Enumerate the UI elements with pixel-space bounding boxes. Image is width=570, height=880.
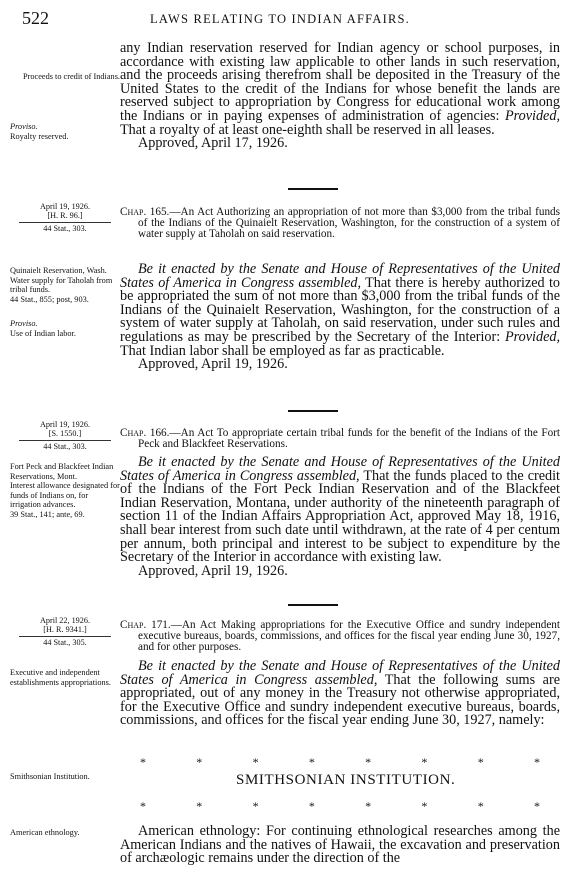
stat-ref: 44 Stat., 855; post, 903.: [10, 294, 89, 304]
royalty-label: Royalty reserved.: [10, 131, 69, 141]
smithsonian-heading: SMITHSONIAN INSTITUTION.: [236, 772, 456, 788]
chap165-body: [120, 263, 560, 372]
section1-text: any Indian reservation reserved for Indian agency or school purposes, in accordance with existing law applicable to other lands in such reservation, and the proceeds arising therefrom shall be deposited in the Treasury of the United States to the credit of the Indians for whose benefit the lands are reserved subject to appropriation by Congress for educational work among the Indians or in paying expenses of administration of agencies: Provided, That a royalty of at least one-eighth shall be reserved in all leases.: [120, 40, 560, 138]
ethnology-body: [120, 825, 560, 866]
chap171-text: Be it enacted by the Senate and House of Representatives of the United States of America in Congress assembled, That the following sums are appropriated, out of any money in the Treasury not otherwise appropriated, for the Executive Office and sundry independent executive bureaus, boards, commissions, and offices for the fiscal year ending June 30, 1927, namely:: [120, 658, 560, 729]
chap166-margin-notes: [10, 462, 120, 519]
chap165-text: Be it enacted by the Senate and House of Representatives of the United States of America in Congress assembled, That there is hereby authorized to be appropriated the sum of not more than $3,000 from the tribal funds of the Indians of the Quinaielt Reservation, Washington, for the construction of a system of water supply at Taholah, on said reservation, under such rules and regulations as may be prescribed by the Secretary of the Interior: Provided, That Indian labor shall be employed as far as practicable.: [120, 261, 561, 359]
margin-smithsonian: Smithsonian Institution.: [10, 772, 90, 781]
stat-ref: 39 Stat., 141; ante, 69.: [10, 509, 85, 519]
fort-peck-label: Fort Peck and Blackfeet Indian Reservations, Mont.: [10, 462, 114, 481]
margin-note-proceeds: Proceeds to credit of Indians.: [23, 72, 120, 81]
chap166-text: Be it enacted by the Senate and House of Representatives of the United States of America in Congress assembled, That the funds placed to the credit of the Indians of the Fort Peck Indian Reservation and of the Blackfeet Indian Reservation, Montana, under authority of the nineteenth paragraph of section 11 of the Indian Affairs Appropriation Act, approved May 18, 1916, shall bear interest from such date until withdrawn, at the rate of 4 per centum per annum, both principal and interest to be subject to expenditure by the Secretary of the Interior in accordance with existing law.: [120, 454, 560, 566]
margin-note-proviso: [10, 122, 120, 141]
margin-american-ethnology: American ethnology.: [10, 828, 80, 837]
section-divider: [288, 604, 338, 606]
page-number: 522: [22, 8, 49, 28]
chap166-title: Chap. 166.—An Act To appropriate certain tribal funds for the benefit of the Indians of the Fort Peck and Blackfeet Reservations.: [120, 427, 561, 451]
omission-stars: * * * * * * * *: [140, 799, 540, 813]
chap171-title: Chap. 171.—An Act Making appropriations for the Executive Office and sundry independent executive bureaus, boards, commissions, and offices for the fiscal year ending June 30, 1927, and for other purposes.: [120, 619, 560, 654]
chap171-margin-citation: April 22, 1926. [H. R. 9341.] 44 Stat., 305.: [16, 616, 114, 647]
omission-stars: * * * * * * * *: [140, 755, 540, 769]
chap171-body: [120, 660, 560, 728]
section1-approved: Approved, April 17, 1926.: [138, 135, 288, 152]
chap165-title: Chap. 165.—An Act Authorizing an appropriation of not more than $3,000 from the tribal funds of the Indians of the Quinaielt Reservation, Washington, for the construction of a system of water supply at Taholah on said reservation.: [120, 206, 560, 241]
interest-label: Interest allowance designated for funds of Indians on, for irrigation advances.: [10, 481, 120, 509]
chap166-approved: Approved, April 19, 1926.: [138, 562, 288, 579]
indian-labor-label: Use of Indian labor.: [10, 328, 76, 338]
chap165-approved: Approved, April 19, 1926.: [138, 356, 288, 373]
section-divider: [288, 188, 338, 190]
proviso-label: Proviso.: [10, 319, 38, 328]
water-supply-label: Water supply for Taholah from tribal funds.: [10, 275, 113, 294]
quinaielt-label: Quinaielt Reservation, Wash.: [10, 266, 107, 275]
section1-body: [120, 42, 560, 151]
proviso-label: Proviso.: [10, 122, 38, 131]
running-title: LAWS RELATING TO INDIAN AFFAIRS.: [150, 12, 410, 26]
chap165-margin-notes: [10, 266, 120, 338]
section-divider: [288, 410, 338, 412]
chap165-margin-citation: April 19, 1926. [H. R. 96.] 44 Stat., 303.: [16, 202, 114, 233]
chap166-margin-citation: April 19, 1926. [S. 1550.] 44 Stat., 303.: [16, 420, 114, 451]
chap171-margin-executive: Executive and independent establishments appropriations.: [10, 668, 111, 687]
ethnology-text: American ethnology: For continuing ethnological researches among the American Indians and the natives of Hawaii, the excavation and preservation of archæologic remains under the direction of the: [120, 823, 560, 867]
chap166-body: [120, 456, 560, 578]
